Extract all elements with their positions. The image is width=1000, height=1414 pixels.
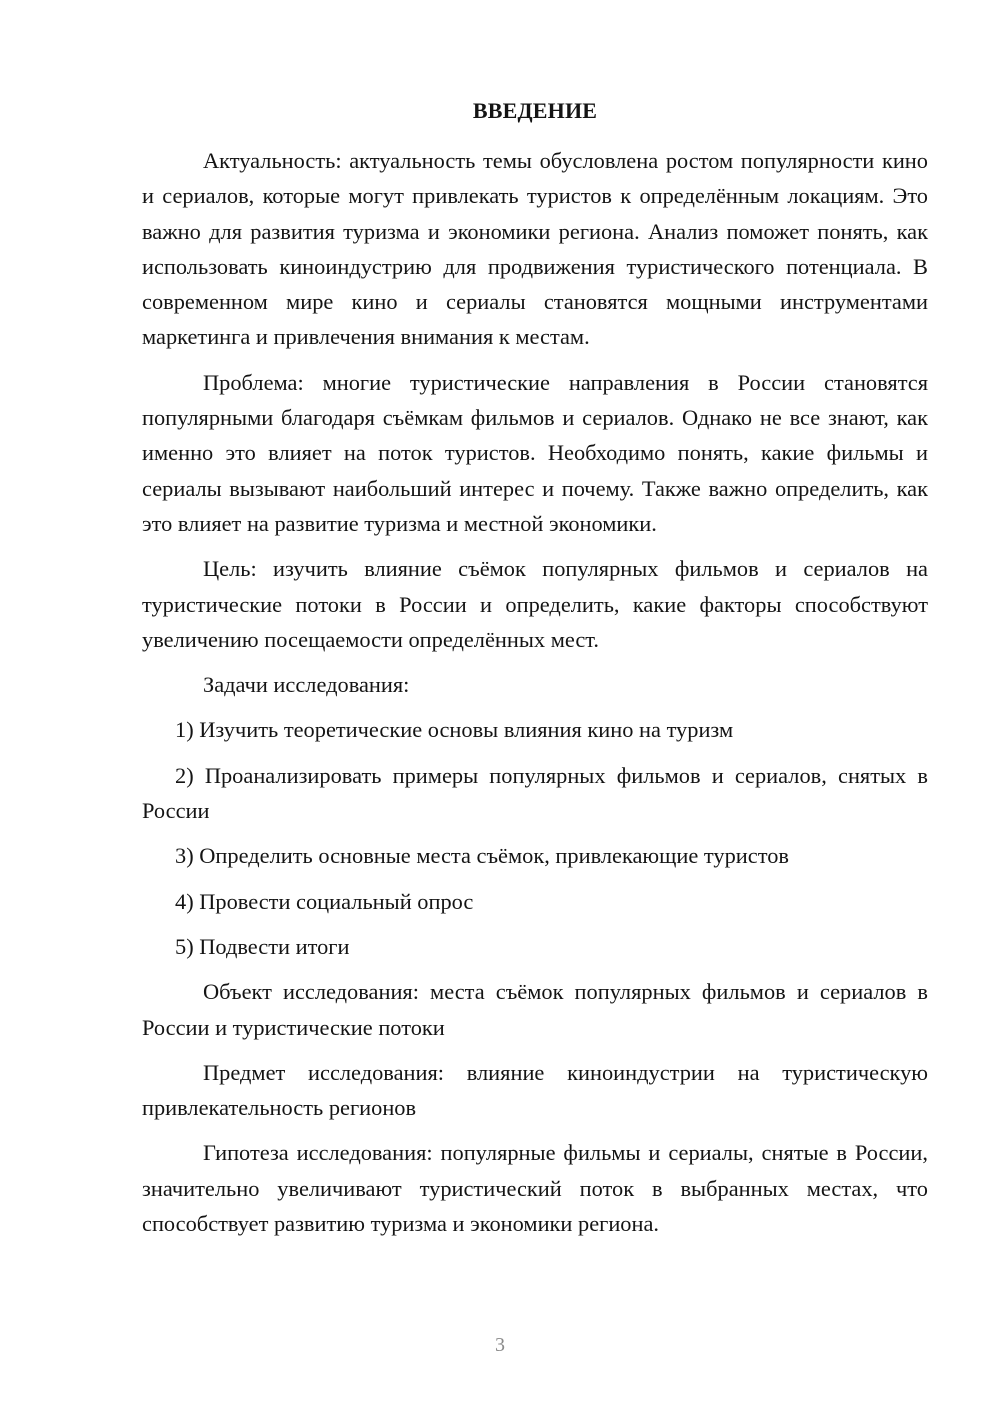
goal-paragraph: Цель: изучить влияние съёмок популярных фильмов и сериалов на туристические потоки в России и определить, какие факторы способствуют увеличению посещаемости определённых мест. (142, 556, 928, 652)
hypothesis-paragraph: Гипотеза исследования: популярные фильмы и сериалы, снятые в России, значительно увеличивают туристический поток в выбранных местах, что способствует развитию туризма и экономики региона. (142, 1140, 928, 1237)
problem-paragraph: Проблема: многие туристические направления в России становятся популярными благодаря съёмкам фильмов и сериалов. Однако не все знают, как именно это влияет на поток туристов. Необходимо понять, какие фильмы и сериалы вызывают наибольший интерес и почему. Также важно определить, как это влияет на развитие туризма и местной экономики. (142, 369, 928, 536)
document-body (142, 143, 928, 1251)
page-number: 3 (495, 1334, 505, 1356)
section-heading: ВВЕДЕНИЕ (472, 98, 598, 123)
relevance-paragraph: Актуальность: актуальность темы обусловлена ростом популярности кино и сериалов, которые могут привлекать туристов к определённым локациям. Это важно для развития туризма и экономики региона. Анализ поможет понять, как использовать киноиндустрию для продвижения туристического потенциала. В современном мире кино и сериалы становятся мощными инструментами маркетинга и привлечения внимания к местам. (142, 148, 928, 350)
task-item: 1) Изучить теоретические основы влияния кино на туризм (175, 717, 734, 743)
subject-paragraph: Предмет исследования: влияние киноиндустрии на туристическую привлекательность регионов (142, 1059, 928, 1121)
tasks-title: Задачи исследования: (203, 672, 410, 698)
task-item: 4) Провести социальный опрос (175, 888, 474, 914)
object-paragraph: Объект исследования: места съёмок популярных фильмов и сериалов в России и туристические потоки (142, 979, 928, 1040)
task-item: 5) Подвести итоги (175, 933, 350, 959)
task-item: 3) Определить основные места съёмок, привлекающие туристов (175, 843, 789, 869)
task-item: 2) Проанализировать примеры популярных фильмов и сериалов, снятых в России (142, 762, 928, 824)
